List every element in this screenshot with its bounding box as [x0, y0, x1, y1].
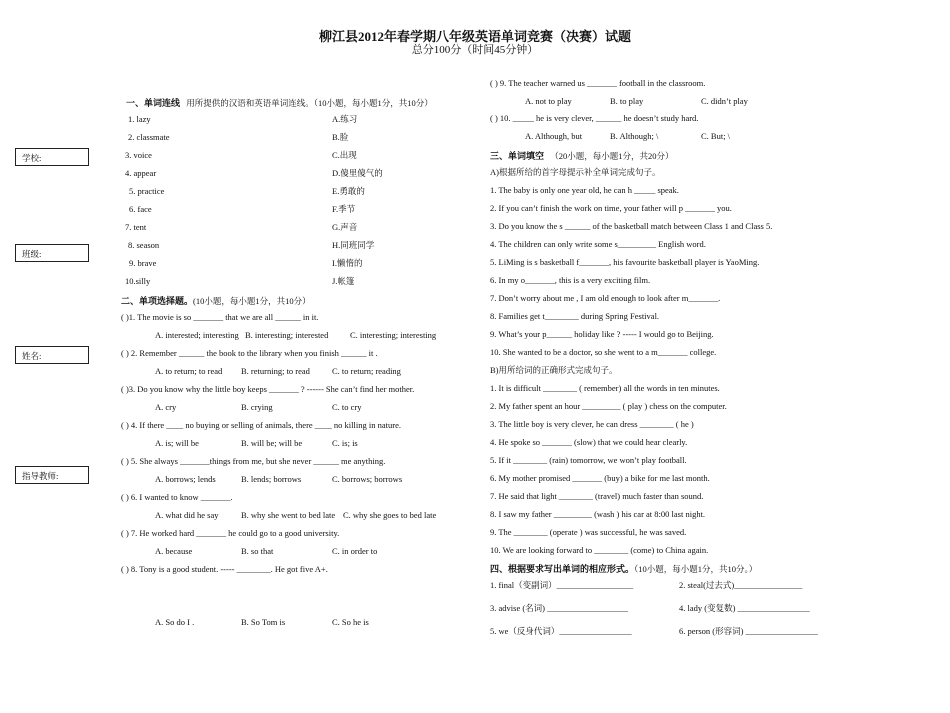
fill-b-10: 10. We are looking forward to ________ (come) to China again.: [490, 545, 709, 555]
class-field[interactable]: 班级:: [15, 244, 89, 262]
match-left-4: 4. appear: [125, 168, 157, 178]
question-5: ( ) 5. She always _______things from me, but she never ______ me anything.: [121, 456, 386, 466]
option-6a: A. what did he say: [155, 510, 219, 520]
question-4: ( ) 4. If there ____ no buying or selling of animals, there ____ no killing in nature.: [121, 420, 401, 430]
option-6b: B. why she went to bed late: [241, 510, 336, 520]
fill-b-7: 7. He said that light ________ (travel) much faster than sound.: [490, 491, 704, 501]
match-left-9: 9. brave: [129, 258, 157, 268]
section4-note: （10小题，每小题1分，共10分。）: [634, 564, 758, 574]
option-1c: C. interesting; interesting: [350, 330, 437, 340]
question-1: ( )1. The movie is so _______ that we are all ______ in it.: [121, 312, 319, 322]
option-7a: A. because: [155, 546, 193, 556]
fill-a-1: 1. The baby is only one year old, he can h _____ speak.: [490, 185, 679, 195]
fill-b-6: 6. My mother promised _______ (buy) a bike for me last month.: [490, 473, 710, 483]
option-8a: A. So do I .: [155, 617, 195, 627]
match-left-1: 1. lazy: [128, 114, 151, 124]
match-left-7: 7. tent: [125, 222, 147, 232]
match-left-5: 5. practice: [129, 186, 165, 196]
match-right-j: J.帐篷: [332, 276, 355, 286]
option-9a: A. not to play: [525, 96, 572, 106]
option-2b: B. returning; to read: [241, 366, 310, 376]
match-left-3: 3. voice: [125, 150, 152, 160]
fill-a-9: 9. What’s your p______ holiday like ? ----- I would go to Beijing.: [490, 329, 714, 339]
match-left-8: 8. season: [128, 240, 160, 250]
word-form-5: 5. we（反身代词）_________________: [490, 626, 632, 636]
option-2a: A. to return; to read: [155, 366, 223, 376]
option-10a: A. Although, but: [525, 131, 583, 141]
question-3: ( )3. Do you know why the little boy keeps _______ ? ------ She can’t find her mother.: [121, 384, 415, 394]
fill-a-2: 2. If you can’t finish the work on time, your father will p _______ you.: [490, 203, 732, 213]
section3-part-b: B)用所给词的正确形式完成句子。: [490, 365, 618, 375]
question-7: ( ) 7. He worked hard _______ he could go to a good university.: [121, 528, 340, 538]
section2-title: 二、单项选择题。: [121, 296, 194, 306]
fill-a-3: 3. Do you know the s ______ of the basketball match between Class 1 and Class 5.: [490, 221, 773, 231]
section1-note: 用所提供的汉语和英语单词连线。（10小题，每小题1分，共10分）: [186, 98, 433, 108]
option-10b: B. Although; \: [610, 131, 659, 141]
page-subtitle: 总分100分（时间45分钟）: [411, 44, 539, 56]
section4-title: 四、根据要求写出单词的相应形式。: [490, 564, 635, 574]
question-10: ( ) 10. _____ he is very clever, ______ he doesn’t study hard.: [490, 113, 699, 123]
section3-heading: [490, 149, 674, 162]
page-title: 柳江县2012年春学期八年级英语单词竞赛（决赛）试题: [318, 29, 631, 44]
option-5c: C. borrows; borrows: [332, 474, 403, 484]
fill-b-3: 3. The little boy is very clever, he can dress ________ ( he ): [490, 419, 694, 429]
fill-a-6: 6. In my o_______, this is a very exciting film.: [490, 275, 651, 285]
match-right-f: F.季节: [332, 204, 356, 214]
section2-note: (10小题，每小题1分，共10分）: [193, 296, 311, 306]
option-1a: A. interested; interesting: [155, 330, 239, 340]
match-left-10: 10.silly: [125, 276, 151, 286]
option-8b: B. So Tom is: [241, 617, 286, 627]
match-right-g: G.声音: [332, 222, 358, 232]
option-5a: A. borrows; lends: [155, 474, 216, 484]
option-3a: A. cry: [155, 402, 177, 412]
option-6c: C. why she goes to bed late: [343, 510, 437, 520]
section1-title: 一、单词连线: [126, 98, 181, 108]
word-form-6: 6. person (形容词) _________________: [679, 626, 818, 636]
option-4c: C. is; is: [332, 438, 358, 448]
section3-note: （20小题，每小题1分，共20分）: [550, 151, 674, 161]
fill-b-8: 8. I saw my father _________ (wash ) his car at 8:00 last night.: [490, 509, 706, 519]
school-field[interactable]: 学校:: [15, 148, 89, 166]
match-right-a: A.练习: [332, 114, 358, 124]
fill-b-2: 2. My father spent an hour _________ ( play ) chess on the computer.: [490, 401, 727, 411]
word-form-3: 3. advise (名词) ___________________: [490, 603, 628, 613]
option-4a: A. is; will be: [155, 438, 199, 448]
option-10c: C. But; \: [701, 131, 731, 141]
option-7b: B. so that: [241, 546, 274, 556]
option-5b: B. lends; borrows: [241, 474, 302, 484]
option-4b: B. will be; will be: [241, 438, 303, 448]
option-9c: C. didn’t play: [701, 96, 748, 106]
word-form-2: 2. steal(过去式)________________: [679, 580, 803, 590]
option-3b: B. crying: [241, 402, 273, 412]
fill-a-7: 7. Don’t worry about me , I am old enough to look after m_______.: [490, 293, 721, 303]
teacher-field[interactable]: 指导教师:: [15, 466, 89, 484]
fill-a-4: 4. The children can only write some s_________ English word.: [490, 239, 706, 249]
match-right-i: I.懒惰的: [332, 258, 363, 268]
question-2: ( ) 2. Remember ______ the book to the library when you finish ______ it .: [121, 348, 378, 358]
match-right-h: H.同班同学: [332, 240, 375, 250]
question-9: ( ) 9. The teacher warned us _______ football in the classroom.: [490, 78, 706, 88]
fill-b-5: 5. If it ________ (rain) tomorrow, we won’t play football.: [490, 455, 687, 465]
word-form-1: 1. final（变副词）__________________: [490, 580, 634, 590]
word-form-4: 4. lady (变复数) _________________: [679, 603, 810, 613]
match-right-d: D.傻里傻气的: [332, 168, 383, 178]
section4-heading: [490, 562, 757, 575]
option-3c: C. to cry: [332, 402, 362, 412]
question-6: ( ) 6. I wanted to know _______.: [121, 492, 233, 502]
match-right-c: C.出现: [332, 150, 357, 160]
section1-heading: [126, 96, 433, 109]
section2-heading: [121, 294, 311, 307]
fill-a-8: 8. Families get t________ during Spring Festival.: [490, 311, 660, 321]
fill-a-10: 10. She wanted to be a doctor, so she went to a m_______ college.: [490, 347, 717, 357]
match-right-e: E.勇敢的: [332, 186, 365, 196]
question-8: ( ) 8. Tony is a good student. ----- ________. He got five A+.: [121, 564, 328, 574]
fill-b-1: 1. It is difficult ________ ( remember) all the words in ten minutes.: [490, 383, 720, 393]
fill-a-5: 5. LiMing is s basketball f_______, his favourite basketball player is YaoMing.: [490, 257, 760, 267]
fill-b-4: 4. He spoke so _______ (slow) that we could hear clearly.: [490, 437, 688, 447]
section3-part-a: A)根据所给的首字母提示补全单词完成句子。: [490, 167, 661, 177]
option-7c: C. in order to: [332, 546, 378, 556]
match-left-6: 6. face: [129, 204, 152, 214]
option-8c: C. So he is: [332, 617, 369, 627]
option-1b: B. interesting; interested: [245, 330, 329, 340]
option-9b: B. to play: [610, 96, 644, 106]
match-right-b: B.脸: [332, 132, 349, 142]
fill-b-9: 9. The ________ (operate ) was successful, he was saved.: [490, 527, 687, 537]
section3-title: 三、单词填空: [490, 151, 545, 161]
option-2c: C. to return; reading: [332, 366, 401, 376]
match-left-2: 2. classmate: [128, 132, 170, 142]
name-field[interactable]: 姓名:: [15, 346, 89, 364]
